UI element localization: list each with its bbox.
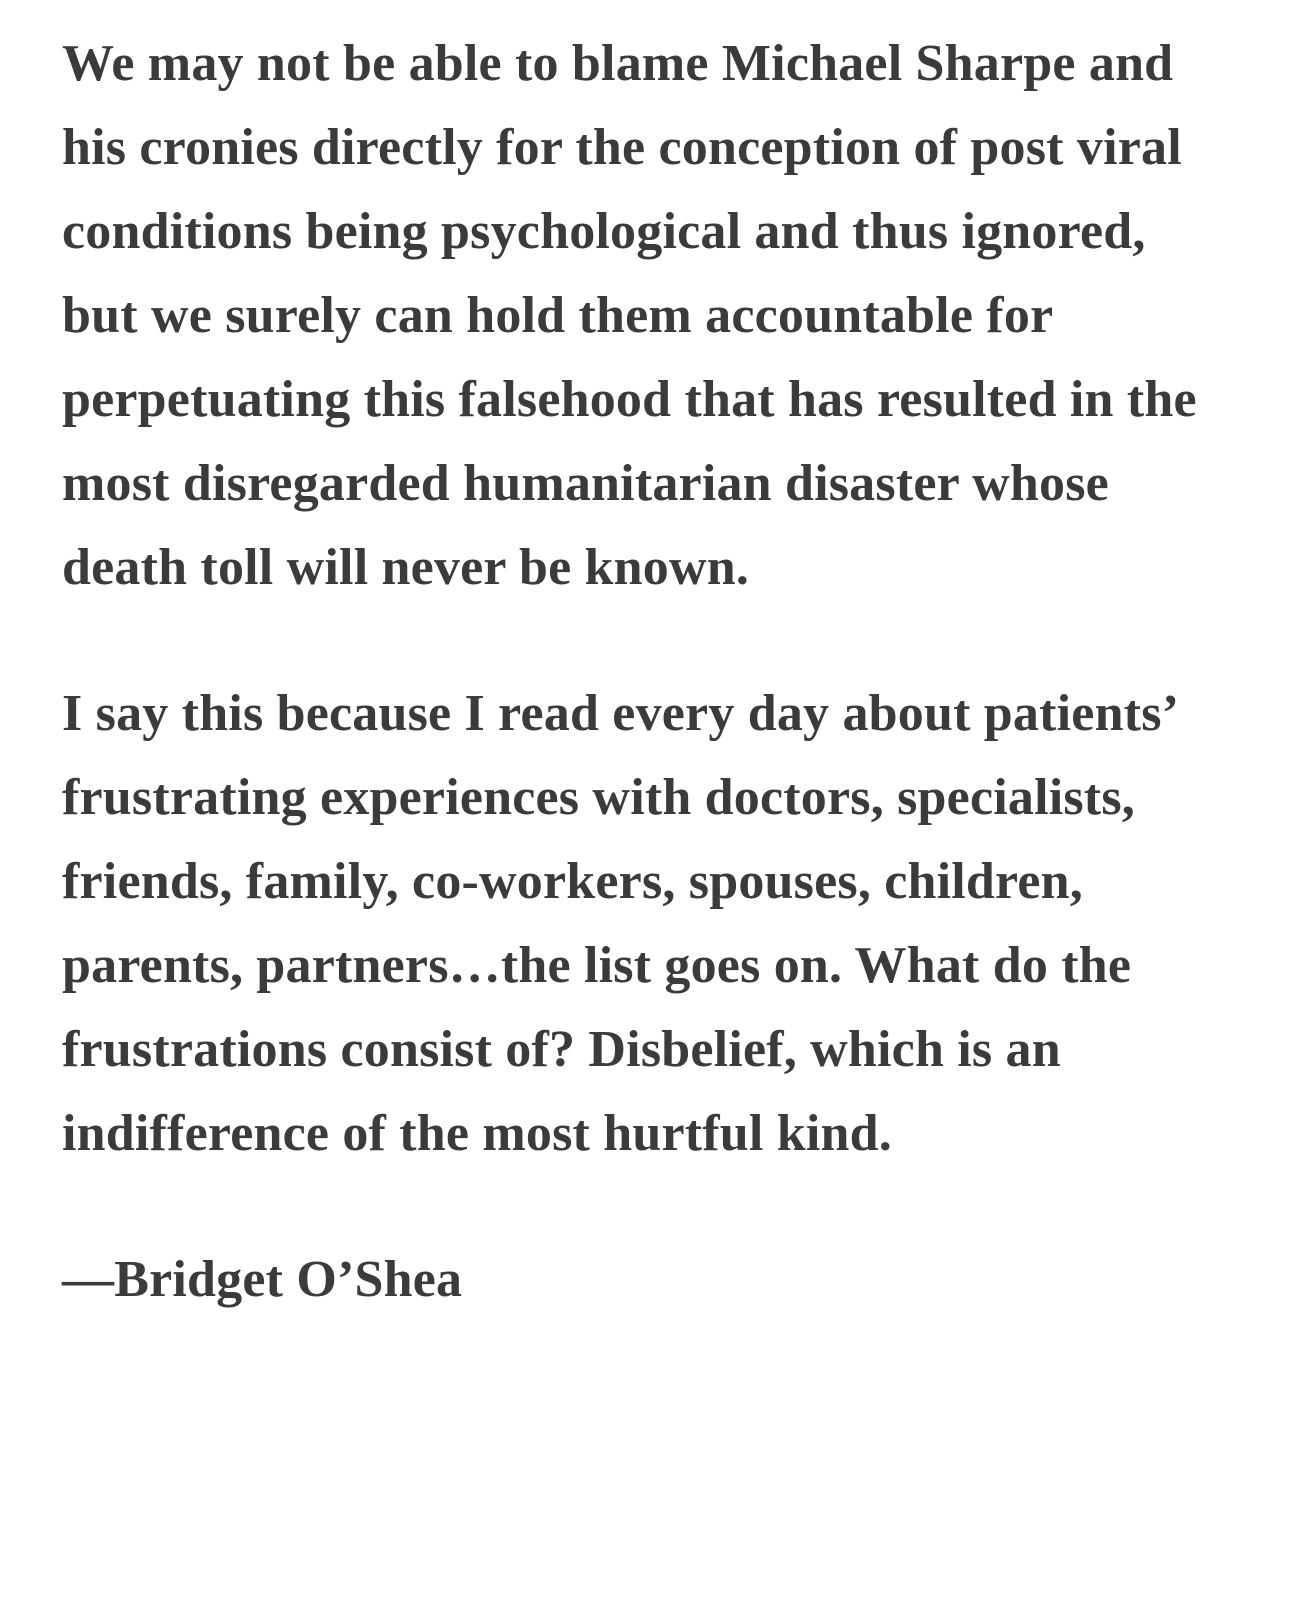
quote-paragraph-1: We may not be able to blame Michael Sharpe and his cronies directly for the conception of post viral conditions being psychological and thus ignored, but we surely can hold them accountable for perpetuating this falsehood that has resulted in the most disregarded humanitarian disaster whose death toll will never be known.	[62, 35, 1197, 596]
quote-paragraph-2: I say this because I read every day about patients’ frustrating experiences with doctors, specialists, friends, family, co-workers, spouses, children, parents, partners…the list goes on. What do the frustrations consist of? Disbelief, which is an indifference of the most hurtful kind.	[62, 685, 1176, 1162]
attribution: —Bridget O’Shea	[62, 1251, 463, 1308]
